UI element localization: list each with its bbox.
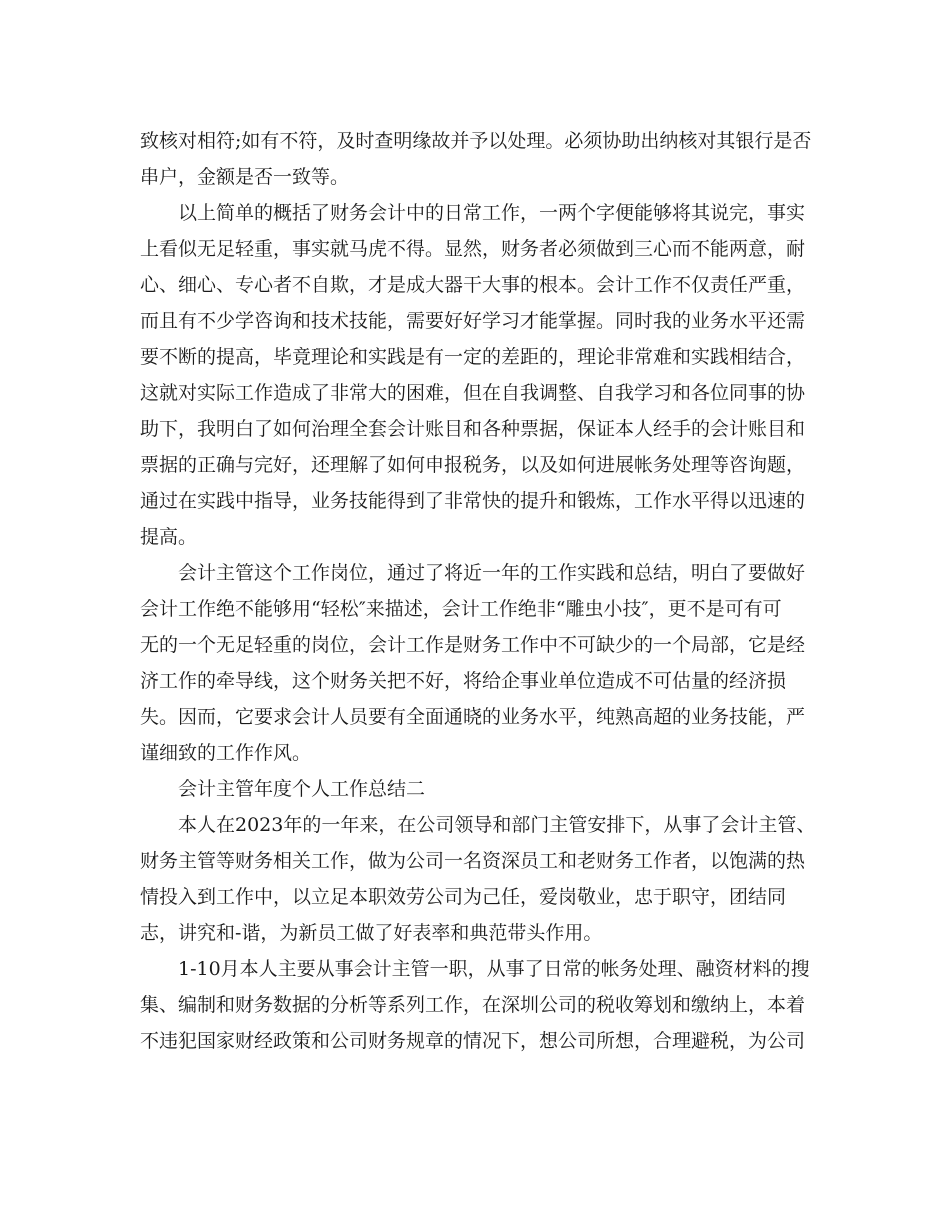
text-line: 串户，金额是否一致等。 (140, 166, 350, 188)
text-line: 集、编制和财务数据的分析等系列工作，在深圳公司的税收筹划和缴纳上，本着 (140, 994, 806, 1016)
text-line: 本人在2023年的一年来，在公司领导和部门主管安排下，从事了会计主管、 (140, 814, 816, 836)
text-line: 通过在实践中指导，业务技能得到了非常快的提升和锻炼，工作水平得以迅速的 (140, 490, 806, 512)
text-line: 上看似无足轻重，事实就马虎不得。显然，财务者必须做到三心而不能两意，耐 (140, 238, 806, 260)
text-line: 志，讲究和-谐，为新员工做了好表率和典范带头作用。 (140, 922, 603, 944)
section-heading: 会计主管年度个人工作总结二 (140, 778, 426, 800)
text-line: 这就对实际工作造成了非常大的困难，但在自我调整、自我学习和各位同事的协 (140, 382, 806, 404)
text-line: 济工作的牵导线，这个财务关把不好，将给企事业单位造成不可估量的经济损 (140, 670, 787, 692)
text-line: 会计主管这个工作岗位，通过了将近一年的工作实践和总结，明白了要做好 (140, 562, 806, 584)
text-line: 谨细致的工作作风。 (140, 742, 312, 764)
text-line: 而且有不少学咨询和技术技能，需要好好学习才能掌握。同时我的业务水平还需 (140, 310, 806, 332)
text-line: 无的一个无足轻重的岗位，会计工作是财务工作中不可缺少的一个局部，它是经 (140, 634, 806, 656)
text-line: 票据的正确与完好，还理解了如何申报税务，以及如何进展帐务处理等咨询题， (140, 454, 806, 476)
text-line: 以上简单的概括了财务会计中的日常工作，一两个字便能够将其说完，事实 (140, 202, 806, 224)
text-line: 提高。 (140, 526, 198, 548)
text-line: 心、细心、专心者不自欺，才是成大器干大事的根本。会计工作不仅责任严重， (140, 274, 806, 296)
text-line: 助下，我明白了如何治理全套会计账目和各种票据，保证本人经手的会计账目和 (140, 418, 806, 440)
text-line: 致核对相符;如有不符，及时查明缘故并予以处理。必须协助出纳核对其银行是否 (140, 130, 812, 152)
text-line: 会计工作绝不能够用“轻松″来描述，会计工作绝非“雕虫小技″，更不是可有可 (140, 598, 782, 620)
text-line: 不违犯国家财经政策和公司财务规章的情况下，想公司所想，合理避税，为公司 (140, 1030, 806, 1052)
text-line: 失。因而，它要求会计人员要有全面通晓的业务水平，纯熟高超的业务技能，严 (140, 706, 806, 728)
text-line: 要不断的提高，毕竟理论和实践是有一定的差距的，理论非常难和实践相结合， (140, 346, 806, 368)
text-line: 情投入到工作中，以立足本职效劳公司为己任，爱岗敬业，忠于职守，团结同 (140, 886, 787, 908)
text-line: 1-10月本人主要从事会计主管一职，从事了日常的帐务处理、融资材料的搜 (140, 958, 810, 980)
text-line: 财务主管等财务相关工作，做为公司一名资深员工和老财务工作者，以饱满的热 (140, 850, 806, 872)
document-body (140, 123, 816, 1059)
